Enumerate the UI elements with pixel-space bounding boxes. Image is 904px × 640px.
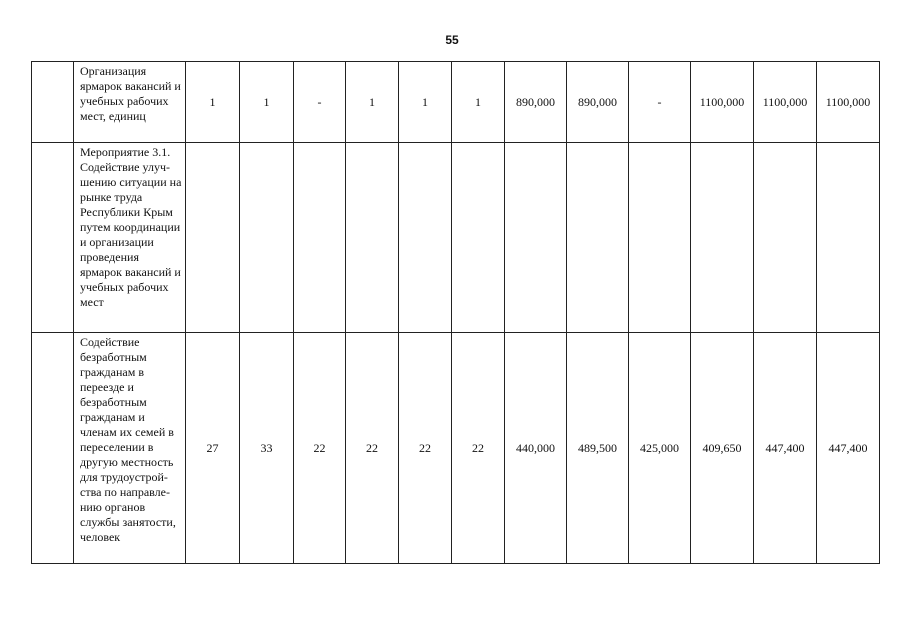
description-cell: Мероприятие 3.1. Содействие улуч-шению ситуации на рынке труда Республики Крым путем координации и организации проведения ярмарок вакансий и учебных рабочих мест bbox=[74, 143, 186, 333]
value-cell: 22 bbox=[452, 333, 505, 564]
value-cell: 1 bbox=[452, 62, 505, 143]
value-cell: 33 bbox=[240, 333, 294, 564]
value-cell: 447,400 bbox=[754, 333, 817, 564]
row-number-cell bbox=[32, 143, 74, 333]
row-number-cell bbox=[32, 62, 74, 143]
table-row bbox=[32, 143, 880, 333]
value-cell: - bbox=[294, 62, 346, 143]
data-table bbox=[31, 61, 880, 564]
value-cell: 27 bbox=[186, 333, 240, 564]
value-cell: 890,000 bbox=[505, 62, 567, 143]
value-cell: 1 bbox=[399, 62, 452, 143]
value-cell: 447,400 bbox=[817, 333, 880, 564]
row-number-cell bbox=[32, 333, 74, 564]
value-cell: 22 bbox=[399, 333, 452, 564]
value-cell bbox=[186, 143, 240, 333]
page-number: 55 bbox=[445, 33, 459, 47]
table-row bbox=[32, 333, 880, 564]
value-cell: 890,000 bbox=[567, 62, 629, 143]
value-cell bbox=[691, 143, 754, 333]
value-cell: 22 bbox=[346, 333, 399, 564]
value-cell: 22 bbox=[294, 333, 346, 564]
value-cell: 1 bbox=[346, 62, 399, 143]
table-row bbox=[32, 62, 880, 143]
value-cell bbox=[817, 143, 880, 333]
value-cell: 409,650 bbox=[691, 333, 754, 564]
value-cell bbox=[240, 143, 294, 333]
value-cell bbox=[399, 143, 452, 333]
value-cell: 1100,000 bbox=[817, 62, 880, 143]
value-cell: 1100,000 bbox=[754, 62, 817, 143]
value-cell bbox=[505, 143, 567, 333]
value-cell: 425,000 bbox=[629, 333, 691, 564]
value-cell bbox=[629, 143, 691, 333]
value-cell: 1100,000 bbox=[691, 62, 754, 143]
value-cell bbox=[346, 143, 399, 333]
value-cell bbox=[567, 143, 629, 333]
description-cell: Организация ярмарок вакансий и учебных рабочих мест, единиц bbox=[74, 62, 186, 143]
value-cell: - bbox=[629, 62, 691, 143]
description-cell: Содействие безработным гражданам в переезде и безработным гражданам и членам их семей в переселении в другую местность для трудоустрой-ства по направле-нию органов службы занятости, человек bbox=[74, 333, 186, 564]
value-cell: 1 bbox=[240, 62, 294, 143]
value-cell bbox=[452, 143, 505, 333]
value-cell: 440,000 bbox=[505, 333, 567, 564]
value-cell bbox=[754, 143, 817, 333]
value-cell: 1 bbox=[186, 62, 240, 143]
value-cell bbox=[294, 143, 346, 333]
value-cell: 489,500 bbox=[567, 333, 629, 564]
